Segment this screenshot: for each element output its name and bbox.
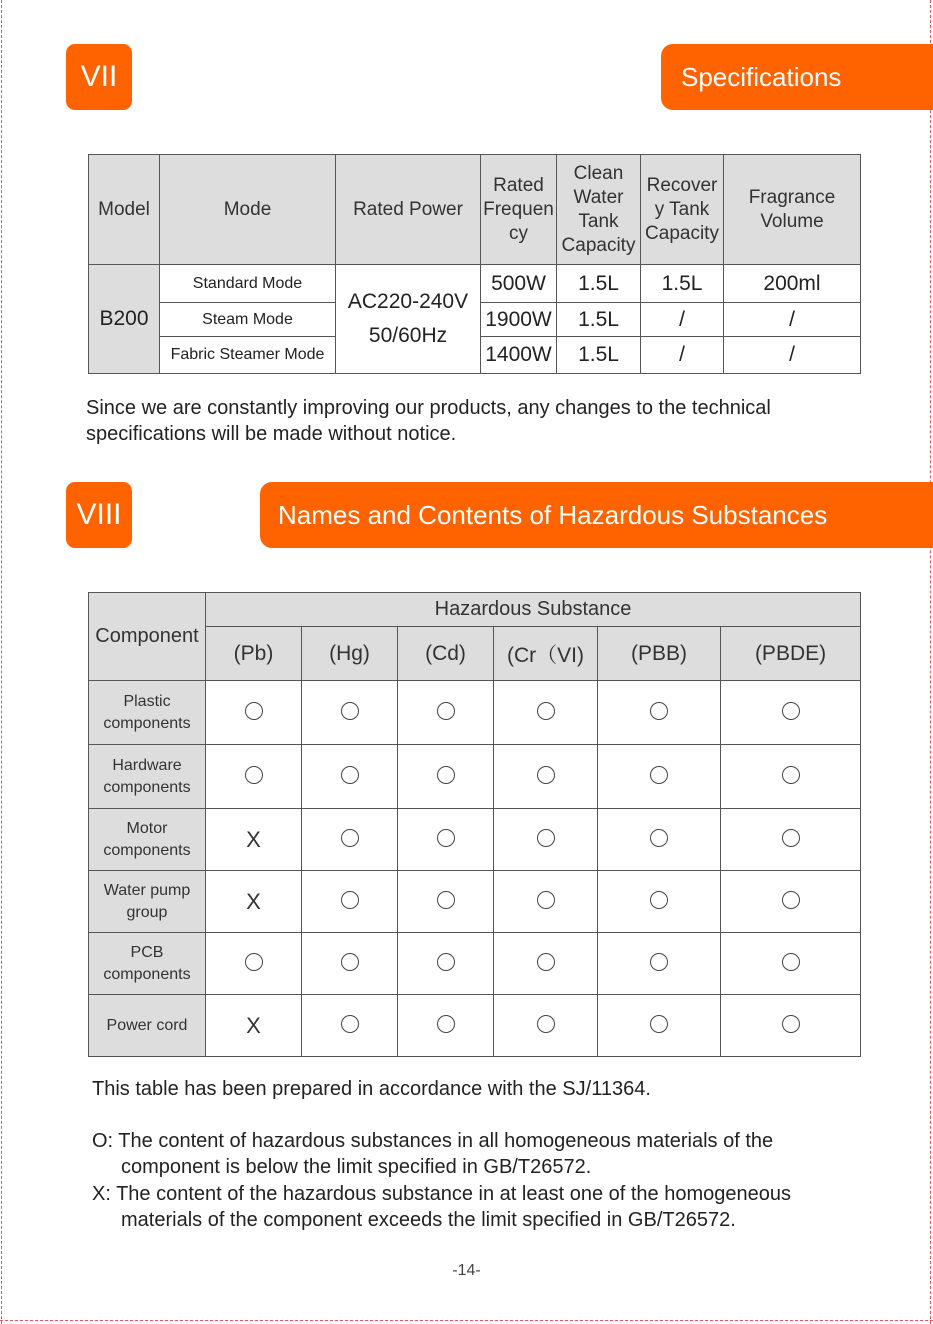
- component-cell: Hardware components: [89, 745, 206, 809]
- circle-icon: [537, 702, 555, 720]
- header-substance: (Cd): [398, 627, 494, 681]
- header-model: Model: [89, 155, 160, 265]
- circle-icon: [782, 766, 800, 784]
- exceeds-limit-mark: X: [206, 871, 302, 933]
- below-limit-mark: [398, 933, 494, 995]
- circle-icon: [782, 953, 800, 971]
- header-recovery-tank: Recover y Tank Capacity: [641, 155, 724, 265]
- below-limit-mark: [206, 681, 302, 745]
- circle-icon: [341, 891, 359, 909]
- below-limit-mark: [598, 933, 721, 995]
- below-limit-mark: [302, 745, 398, 809]
- below-limit-mark: [598, 745, 721, 809]
- table-row: [89, 871, 861, 933]
- circle-icon: [437, 702, 455, 720]
- header-substance: (Pb): [206, 627, 302, 681]
- circle-icon: [437, 766, 455, 784]
- clean-tank-cell: 1.5L: [557, 265, 641, 303]
- header-substance: (Cr（VI): [494, 627, 598, 681]
- header-substance: (PBDE): [721, 627, 861, 681]
- below-limit-mark: [398, 871, 494, 933]
- below-limit-mark: [398, 681, 494, 745]
- header-hazardous-substance: Hazardous Substance: [206, 593, 861, 627]
- below-limit-mark: [206, 745, 302, 809]
- below-limit-mark: [494, 871, 598, 933]
- table-row: [89, 745, 861, 809]
- header-substance: (Hg): [302, 627, 398, 681]
- below-limit-mark: [398, 809, 494, 871]
- circle-icon: [782, 702, 800, 720]
- circle-icon: [650, 953, 668, 971]
- hazardous-substances-table: [88, 592, 861, 1057]
- clean-tank-cell: 1.5L: [557, 303, 641, 337]
- below-limit-mark: [494, 745, 598, 809]
- below-limit-mark: [398, 995, 494, 1057]
- legend-o: O: The content of hazardous substances in all homogeneous materials of the component is below the limit specified in GB/T26572.: [92, 1130, 774, 1178]
- circle-icon: [537, 766, 555, 784]
- below-limit-mark: [598, 995, 721, 1057]
- spec-note: Since we are constantly improving our products, any changes to the technical specifications will be made without notice.: [86, 397, 771, 445]
- circle-icon: [537, 953, 555, 971]
- below-limit-mark: [302, 933, 398, 995]
- below-limit-mark: [206, 933, 302, 995]
- mode-cell: Fabric Steamer Mode: [160, 337, 336, 374]
- below-limit-mark: [398, 745, 494, 809]
- below-limit-mark: [494, 809, 598, 871]
- circle-icon: [437, 1015, 455, 1033]
- circle-icon: [650, 1015, 668, 1033]
- section-8-title: Names and Contents of Hazardous Substances: [260, 482, 933, 548]
- below-limit-mark: [721, 933, 861, 995]
- header-clean-water-tank: Clean Water Tank Capacity: [557, 155, 641, 265]
- circle-icon: [782, 829, 800, 847]
- below-limit-mark: [721, 995, 861, 1057]
- below-limit-mark: [721, 871, 861, 933]
- recovery-tank-cell: /: [641, 337, 724, 374]
- table-row: [89, 995, 861, 1057]
- circle-icon: [245, 702, 263, 720]
- below-limit-mark: [494, 995, 598, 1057]
- mode-cell: Steam Mode: [160, 303, 336, 337]
- circle-icon: [782, 1015, 800, 1033]
- circle-icon: [341, 766, 359, 784]
- below-limit-mark: [302, 995, 398, 1057]
- circle-icon: [437, 829, 455, 847]
- below-limit-mark: [494, 681, 598, 745]
- circle-icon: [537, 1015, 555, 1033]
- page-edge-right: [930, 0, 931, 1324]
- below-limit-mark: [598, 809, 721, 871]
- component-cell: Motor components: [89, 809, 206, 871]
- circle-icon: [437, 891, 455, 909]
- power-cell: 1400W: [481, 337, 557, 374]
- table-row: [89, 933, 861, 995]
- model-cell: B200: [89, 265, 160, 374]
- table-row: [89, 681, 861, 745]
- circle-icon: [341, 953, 359, 971]
- power-cell: 500W: [481, 265, 557, 303]
- header-component: Component: [89, 593, 206, 681]
- exceeds-limit-mark: X: [206, 995, 302, 1057]
- recovery-tank-cell: /: [641, 303, 724, 337]
- header-substance: (PBB): [598, 627, 721, 681]
- table-row: [89, 809, 861, 871]
- legend-x: X: The content of the hazardous substance in at least one of the homogeneous materials of the component exceeds the limit specified in GB/T26572.: [92, 1183, 792, 1231]
- page-edge-left: [1, 0, 2, 1324]
- power-supply-cell: AC220-240V 50/60Hz: [336, 265, 481, 374]
- circle-icon: [650, 829, 668, 847]
- fragrance-cell: /: [724, 303, 861, 337]
- fragrance-cell: 200ml: [724, 265, 861, 303]
- circle-icon: [341, 829, 359, 847]
- circle-icon: [650, 891, 668, 909]
- page-edge-bottom: [0, 1320, 933, 1321]
- below-limit-mark: [598, 871, 721, 933]
- header-mode: Mode: [160, 155, 336, 265]
- below-limit-mark: [721, 745, 861, 809]
- component-cell: PCB components: [89, 933, 206, 995]
- below-limit-mark: [721, 809, 861, 871]
- circle-icon: [245, 766, 263, 784]
- circle-icon: [537, 829, 555, 847]
- section-8-number: VIII: [66, 482, 132, 548]
- mode-cell: Standard Mode: [160, 265, 336, 303]
- standard-note: This table has been prepared in accordance with the SJ/11364.: [92, 1078, 651, 1100]
- circle-icon: [782, 891, 800, 909]
- below-limit-mark: [302, 681, 398, 745]
- exceeds-limit-mark: X: [206, 809, 302, 871]
- below-limit-mark: [494, 933, 598, 995]
- power-cell: 1900W: [481, 303, 557, 337]
- component-cell: Plastic components: [89, 681, 206, 745]
- below-limit-mark: [721, 681, 861, 745]
- specifications-table: [88, 154, 861, 374]
- circle-icon: [437, 953, 455, 971]
- below-limit-mark: [302, 871, 398, 933]
- circle-icon: [341, 1015, 359, 1033]
- circle-icon: [341, 702, 359, 720]
- header-rated-power: Rated Power: [336, 155, 481, 265]
- section-7-title: Specifications: [661, 44, 933, 110]
- header-fragrance-volume: Fragrance Volume: [724, 155, 861, 265]
- circle-icon: [650, 702, 668, 720]
- clean-tank-cell: 1.5L: [557, 337, 641, 374]
- header-rated-frequency: Rated Frequen cy: [481, 155, 557, 265]
- recovery-tank-cell: 1.5L: [641, 265, 724, 303]
- page-number: -14-: [452, 1262, 481, 1279]
- circle-icon: [650, 766, 668, 784]
- circle-icon: [245, 953, 263, 971]
- below-limit-mark: [302, 809, 398, 871]
- fragrance-cell: /: [724, 337, 861, 374]
- component-cell: Power cord: [89, 995, 206, 1057]
- section-7-number: VII: [66, 44, 132, 110]
- below-limit-mark: [598, 681, 721, 745]
- component-cell: Water pump group: [89, 871, 206, 933]
- circle-icon: [537, 891, 555, 909]
